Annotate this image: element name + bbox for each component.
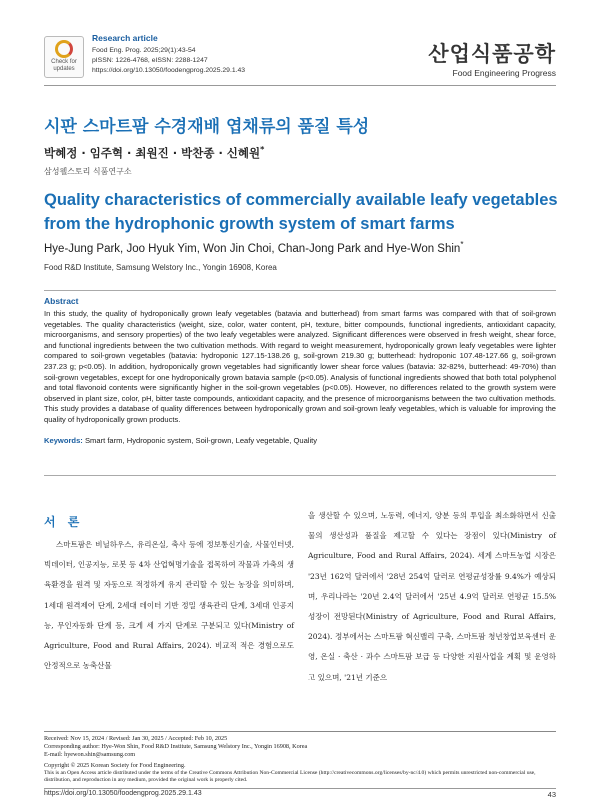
doi-link[interactable]: https://doi.org/10.13050/foodengprog.2025.29.1.43 [92,67,246,74]
authors-english-text: Hye-Jung Park, Joo Hyuk Yim, Won Jin Choi, Chan-Jong Park and Hye-Won Shin [44,242,461,255]
bottom-divider [44,788,556,789]
badge-line-1: Check for [51,59,77,65]
authors-korean [44,145,264,161]
keywords [44,436,556,445]
check-for-updates-badge[interactable] [44,36,84,78]
copyright: Copyright © 2025 Korean Society for Food Engineering. [44,762,186,769]
footer-doi-link[interactable]: https://doi.org/10.13050/foodengprog.2025.29.1.43 [44,790,202,797]
article-type: Research article [92,33,158,43]
update-ring-icon [55,40,73,58]
abstract-text: In this study, the quality of hydroponically grown leafy vegetables (batavia and butterhead) from smart farms was compared with that of soil-grown vegetables. The quality characteristics (weight, size, color, water content, pH, texture, bitter compounds, functional ingredients, antioxidant capacity, microorganisms, and sensory properties) of the two leafy vegetables were analyzed. Significant differences were observed in fresh weight, shear force, and functional ingredients between the two cultivation methods. With regard to weight measurement, hydroponically grown leafy vegetables were lighter compared to soil-grown vegetables (batavia: hydroponic 127.15-138.26 g, soil-grown 219.30 g; butterhead: hydroponic 107.48-127.66 g, soil-grown 237.23 g; p<0.05). In addition, hydroponically grown vegetables had significantly lower shear force values (batavia: 32-82%, butterhead: 49-70%) than soil-grown vegetables, except for one hydroponically grown batavia sample (p<0.05). Analysis of functional ingredients showed that both total polyphenol and total flavonoid contents were significantly higher in the soil-grown vegetables (p<0.05). However, no differences related to the growth system were observed in plant size, color, pH, bitter taste compounds, antioxidant capacity, and the presence of microorganisms between the two cultivation methods. This study provides a database of quality differences between hydroponically grown and soil-grown leafy vegetables, which is valuable for improving the quality of hydroponically grown products. [44,309,556,424]
affiliation-korean: 삼성웰스토리 식품연구소 [44,167,132,176]
header-divider [44,85,556,86]
issn-meta: pISSN: 1226-4768, eISSN: 2288-1247 [92,57,208,64]
keywords-label: Keywords: [44,436,83,445]
corresponding-mark: * [260,145,265,155]
section-heading-introduction: 서 론 [44,515,84,529]
title-english: Quality characteristics of commercially available leafy vegetables from the hydrophonic growth system of smart farms [44,191,558,233]
citation-meta: Food Eng. Prog. 2025;29(1):43-54 [92,47,196,54]
author-email[interactable]: E-mail: hyewon.shin@samsung.com [44,751,136,758]
journal-name-korean: 산업식품공학 [428,42,556,66]
title-korean: 시판 스마트팜 수경재배 엽채류의 품질 특성 [44,117,370,137]
badge-line-2: updates [53,66,75,72]
abstract-heading: Abstract [44,296,79,306]
license-text: This is an Open Access article distributed under the terms of the Creative Commons Attribution Non-Commercial License (http://creativecommons.org/licenses/by-nc/4.0) which permits unrestricted non-commercial use, distribution, and reproduction in any medium, provided the original work is properly cited. [44,770,536,783]
journal-name-english: Food Engineering Progress [452,68,556,78]
intro-right-column: 을 생산할 수 있으며, 노동력, 에너지, 양분 등의 투입을 최소화하면서 신출물의 생산성과 품질을 제고할 수 있다는 장점이 있다(Ministry of Agriculture, Food and Rural Affairs, 2024). 세계 스마트농업 시장은 '23년 162억 달러에서 '28년 254억 달러로 연평균성장률 9.4%가 예상되며, 우리나라는 '20년 2.4억 달러에서 '25년 4.9억 달러로 연평균 15.5% 성장이 전망된다(Ministry of Agriculture, Food and Rural Affairs, 2024). 정부에서는 스마트팜 혁신밸리 구축, 스마트팜 청년창업보육센터 운영, 온실 · 축산 · 과수 스마트팜 보급 등 다양한 지원사업을 계획 및 운영하고 있으며, '21년 기준으 [308,511,556,682]
received-dates: Received: Nov 15, 2024 / Revised: Jan 30, 2025 / Accepted: Feb 10, 2025 [44,735,228,742]
footer-divider [44,731,556,732]
affiliation-english: Food R&D Institute, Samsung Welstory Inc., Yongin 16908, Korea [44,263,277,272]
corresponding-author: Corresponding author: Hye-Won Shin, Food R&D Institute, Samsung Welstory Inc., Yongin 16908, Korea [44,743,308,750]
keywords-text: Smart farm, Hydroponic system, Soil-grown, Leafy vegetable, Quality [84,436,318,445]
authors-korean-text: 박혜정 · 임주혁 · 최원진 · 박찬종 · 신혜원 [44,146,261,160]
page-number: 43 [547,790,556,799]
authors-english [44,240,463,255]
intro-left-column: 스마트팜은 비닐하우스, 유리온실, 축사 등에 정보통신기술, 사물인터넷, 빅데이터, 인공지능, 로봇 등 4차 산업혁명기술을 접목하여 작물과 가축의 생육환경을 원격 및 자동으로 적정하게 유지 관리할 수 있는 농장을 의미하며, 1세대 원격제어 단계, 2세대 데이터 기반 정밀 생육관리 단계, 3세대 인공지능, 무인자동화 단계 등, 크게 세 가지 단계로 구분되고 있다(Ministry of Agriculture, Food and Rural Affairs, 2024). 비교적 적은 경험으로도 안정적으로 농축산물 [44,540,294,671]
corresponding-mark: * [460,240,464,249]
